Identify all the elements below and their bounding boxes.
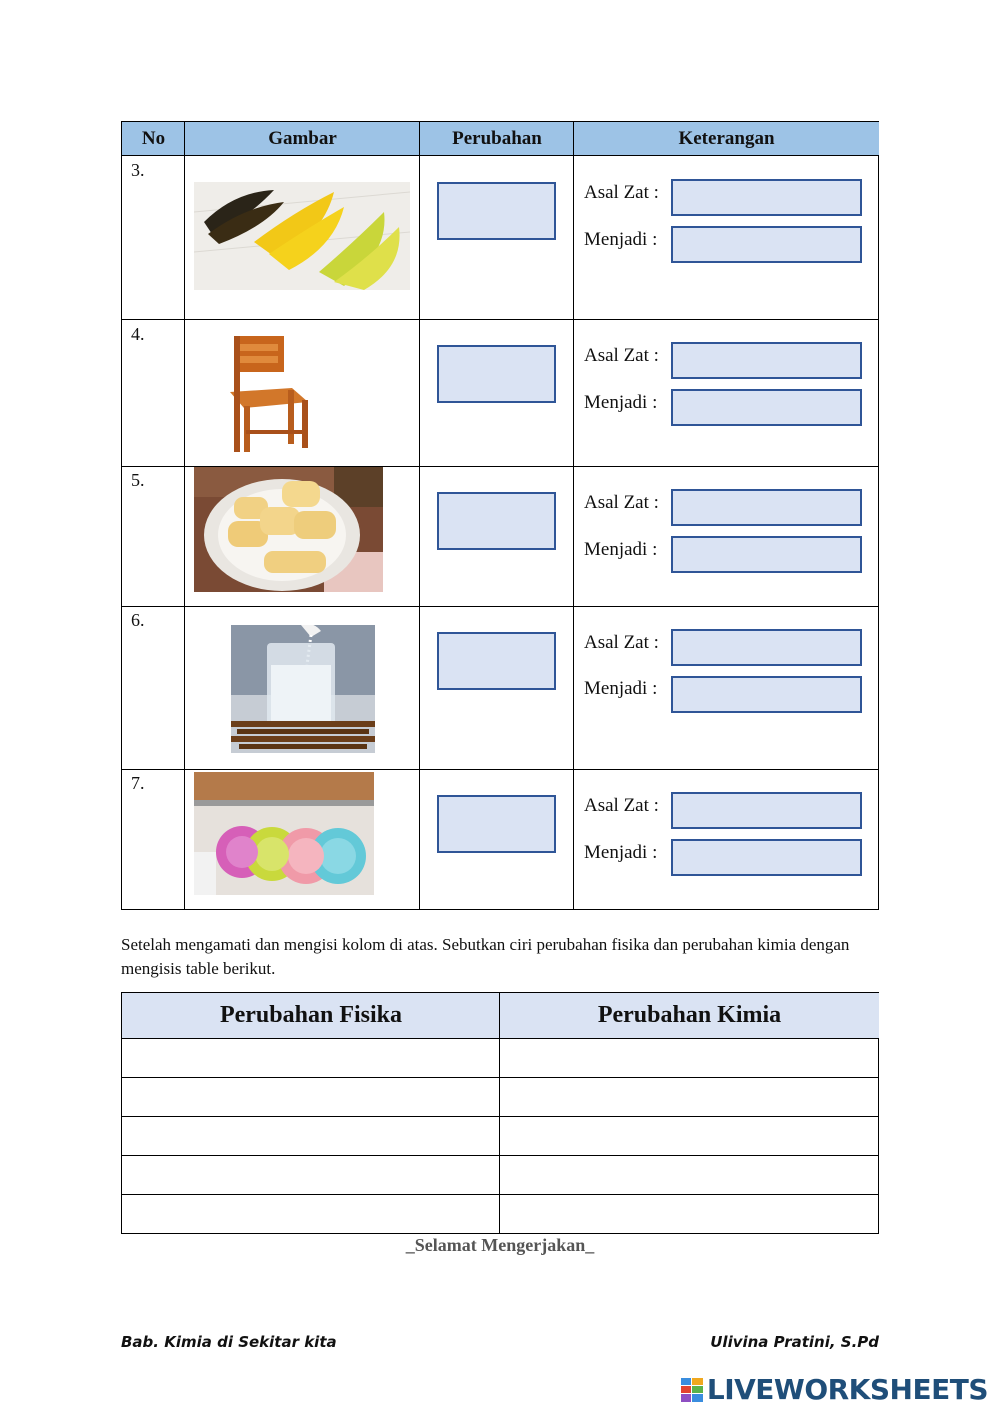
menjadi-label: Menjadi :: [584, 842, 658, 863]
row-divider: [122, 769, 878, 770]
menjadi-input[interactable]: [671, 839, 862, 876]
menjadi-label: Menjadi :: [584, 229, 658, 250]
footer-chapter: Bab. Kimia di Sekitar kita: [121, 1333, 337, 1351]
row-number: 6.: [131, 610, 145, 630]
asal-zat-input[interactable]: [671, 489, 862, 526]
header-perubahan: Perubahan: [420, 122, 574, 156]
row-number: 5.: [131, 470, 145, 490]
asal-zat-input[interactable]: [671, 342, 862, 379]
sugar-water-image: [231, 625, 375, 753]
row-number: 7.: [131, 773, 145, 793]
asal-zat-input[interactable]: [671, 792, 862, 829]
asal-zat-input[interactable]: [671, 629, 862, 666]
asal-zat-label: Asal Zat :: [584, 795, 659, 816]
menjadi-label: Menjadi :: [584, 678, 658, 699]
chair-image: [222, 332, 322, 456]
asal-zat-label: Asal Zat :: [584, 632, 659, 653]
liveworksheets-wordmark: LIVEWORKSHEETS: [706, 1373, 988, 1406]
asal-zat-label: Asal Zat :: [584, 492, 659, 513]
fisika-answer-cell[interactable]: [122, 1117, 499, 1155]
header-no: No: [122, 122, 185, 156]
header-keterangan: Keterangan: [574, 122, 879, 156]
kimia-answer-cell[interactable]: [500, 1117, 878, 1155]
perubahan-answer-box[interactable]: [437, 492, 556, 550]
tape-image: [194, 467, 383, 592]
colanders-image: [194, 772, 374, 895]
observation-table: [121, 121, 879, 910]
asal-zat-input[interactable]: [671, 179, 862, 216]
menjadi-input[interactable]: [671, 536, 862, 573]
column-divider: [184, 122, 185, 909]
column-divider: [419, 122, 420, 909]
header-gambar: Gambar: [185, 122, 420, 156]
menjadi-input[interactable]: [671, 226, 862, 263]
perubahan-answer-box[interactable]: [437, 182, 556, 240]
header-perubahan-fisika: Perubahan Fisika: [122, 993, 500, 1039]
fisika-answer-cell[interactable]: [122, 1156, 499, 1194]
liveworksheets-brand[interactable]: [681, 1373, 988, 1406]
asal-zat-label: Asal Zat :: [584, 182, 659, 203]
row-divider: [122, 606, 878, 607]
menjadi-input[interactable]: [671, 389, 862, 426]
closing-text: _Selamat Mengerjakan_: [405, 1235, 595, 1255]
row-number: 4.: [131, 324, 145, 344]
instruction-text: Setelah mengamati dan mengisi kolom di atas. Sebutkan ciri perubahan fisika dan perubahan kimia dengan mengisis table berikut.: [121, 935, 850, 978]
bananas-image: [194, 182, 410, 290]
menjadi-label: Menjadi :: [584, 539, 658, 560]
kimia-answer-cell[interactable]: [500, 1039, 878, 1077]
column-divider: [573, 122, 574, 909]
asal-zat-label: Asal Zat :: [584, 345, 659, 366]
fisika-answer-cell[interactable]: [122, 1195, 499, 1233]
menjadi-input[interactable]: [671, 676, 862, 713]
characteristics-table: [121, 992, 879, 1234]
footer-author: Ulivina Pratini, S.Pd: [710, 1333, 879, 1351]
fisika-answer-cell[interactable]: [122, 1039, 499, 1077]
perubahan-answer-box[interactable]: [437, 632, 556, 690]
menjadi-label: Menjadi :: [584, 392, 658, 413]
row-number: 3.: [131, 160, 145, 180]
kimia-answer-cell[interactable]: [500, 1195, 878, 1233]
header-perubahan-kimia: Perubahan Kimia: [500, 993, 879, 1039]
row-divider: [122, 319, 878, 320]
perubahan-answer-box[interactable]: [437, 795, 556, 853]
kimia-answer-cell[interactable]: [500, 1078, 878, 1116]
fisika-answer-cell[interactable]: [122, 1078, 499, 1116]
perubahan-answer-box[interactable]: [437, 345, 556, 403]
liveworksheets-logo-icon: [681, 1378, 703, 1402]
kimia-answer-cell[interactable]: [500, 1156, 878, 1194]
